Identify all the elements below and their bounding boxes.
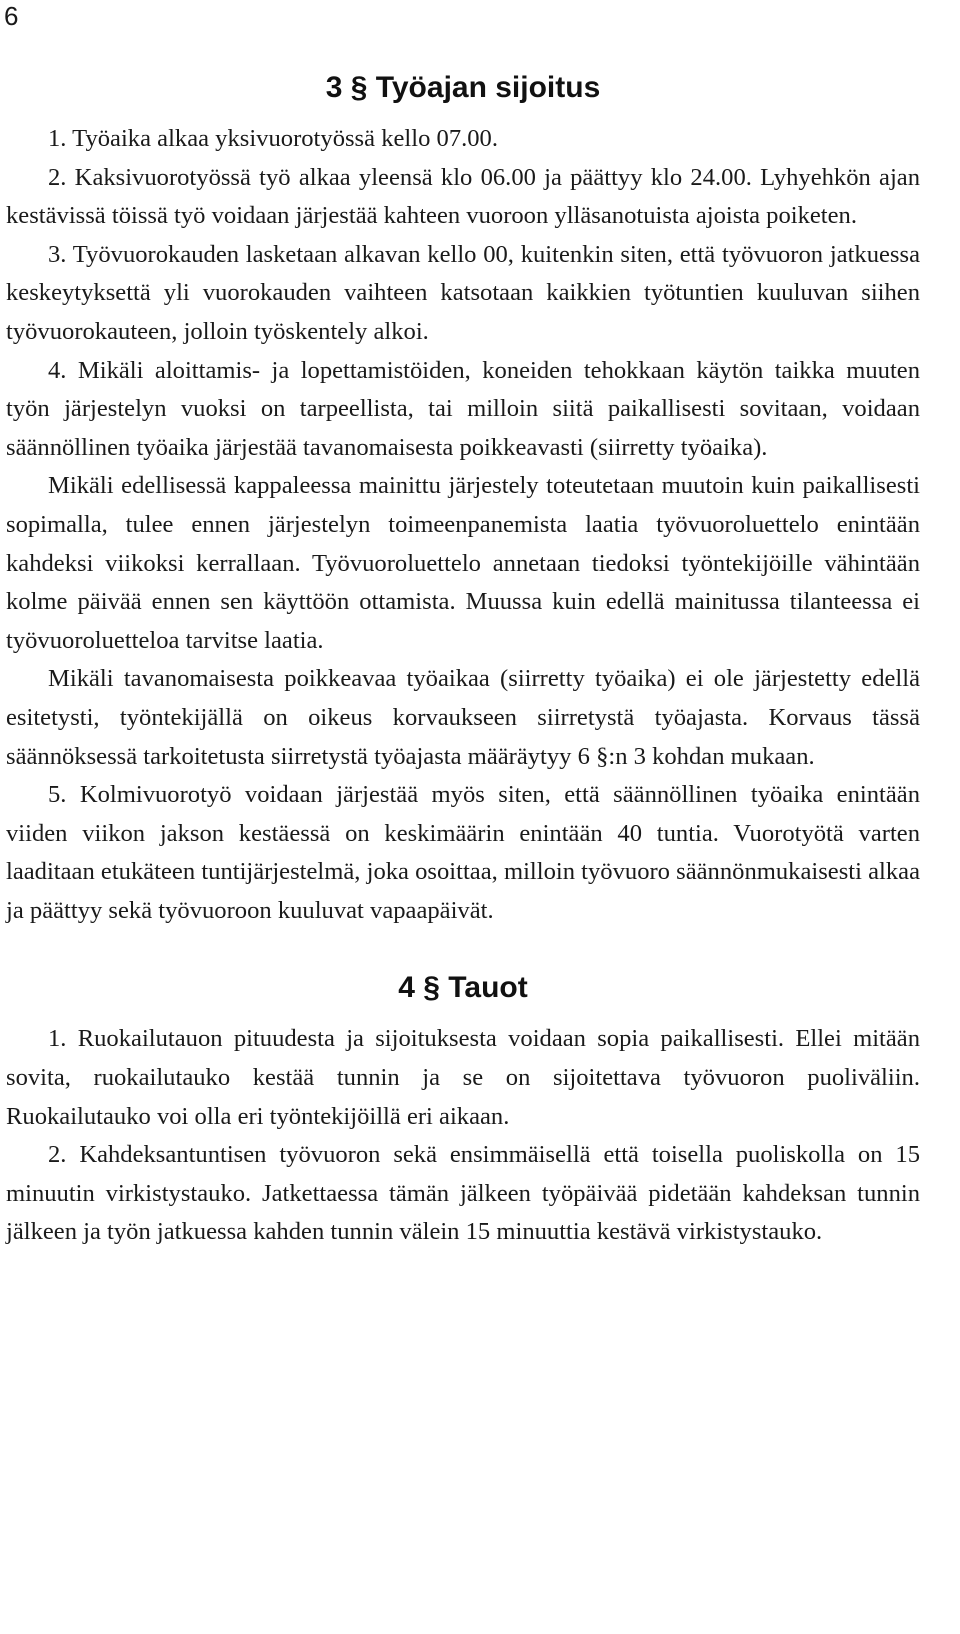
paragraph: 2. Kaksivuorotyössä työ alkaa yleensä klo 06.00 ja päättyy klo 24.00. Lyhyehkön ajan kestävissä töissä työ voidaan järjestää kahteen vuoroon ylläsanotuista ajoista poiketen. (6, 163, 920, 230)
paragraph: 3. Työvuorokauden lasketaan alkavan kello 00, kuitenkin siten, että työvuoron jatkuessa keskeytyksettä yli vuorokauden vaihteen katsotaan kaikkien työtuntien kuuluvan siihen työvuorokauteen, jolloin työskentely alkoi. (6, 240, 920, 345)
paragraph: 4. Mikäli aloittamis- ja lopettamistöiden, koneiden tehokkaan käytön taikka muuten työn järjestelyn vuoksi on tarpeellista, tai milloin siitä paikallisesti sovitaan, voidaan säännöllinen työaika järjestää tavanomaisesta poikkeavasti (siirretty työaika). (6, 356, 920, 461)
section-heading: 3 § Työajan sijoitus (325, 71, 601, 104)
paragraph: 1. Työaika alkaa yksivuorotyössä kello 07.00. (48, 125, 499, 152)
section-heading: 4 § Tauot (398, 971, 528, 1005)
section-tyoajan-sijoitus (6, 68, 920, 930)
paragraph: 5. Kolmivuorotyö voidaan järjestää myös siten, että säännöllinen työaika enintään viiden viikon jakson kestäessä on keskimäärin enintään 40 tuntia. Vuorotyötä varten laaditaan etukäteen tuntijärjestelmä, joka osoittaa, milloin työvuoro säännönmukaisesti alkaa ja päättyy sekä työvuoroon kuuluvat vapaapäivät. (6, 781, 920, 924)
paragraph: 1. Ruokailutauon pituudesta ja sijoituksesta voidaan sopia paikallisesti. Ellei mitään sovita, ruokailutauko kestää tunnin ja se on sijoitettava työvuoron puoliväliin. Ruokailutauko voi olla eri työntekijöillä eri aikaan. (6, 1025, 920, 1130)
paragraph: Mikäli tavanomaisesta poikkeavaa työaikaa (siirretty työaika) ei ole järjestetty edellä esitetysti, työntekijällä on oikeus korvaukseen siirretystä työajasta. Korvaus tässä säännöksessä tarkoitetusta siirretystä työajasta määräytyy 6 §:n 3 kohdan mukaan. (6, 665, 920, 770)
paragraph: 2. Kahdeksantuntisen työvuoron sekä ensimmäisellä että toisella puoliskolla on 15 minuutin virkistystauko. Jatkettaessa tämän jälkeen työpäivää pidetään kahdeksan tunnin jälkeen ja työn jatkuessa kahden tunnin välein 15 minuuttia kestävä virkistystauko. (6, 1141, 920, 1246)
paragraph: Mikäli edellisessä kappaleessa mainittu järjestely toteutetaan muutoin kuin paikallisesti sopimalla, tulee ennen järjestelyn toimeenpanemista laatia työvuoroluettelo enintään kahdeksi viikoksi kerrallaan. Työvuoroluettelo annetaan tiedoksi työntekijöille vähintään kolme päivää ennen sen käyttöön ottamista. Muussa kuin edellä mainitussa tilanteessa ei työvuoroluetteloa tarvitse laatia. (6, 472, 920, 654)
section-tauot (6, 968, 920, 1252)
page-number: 6 (4, 1, 19, 31)
document-body (6, 68, 920, 1252)
